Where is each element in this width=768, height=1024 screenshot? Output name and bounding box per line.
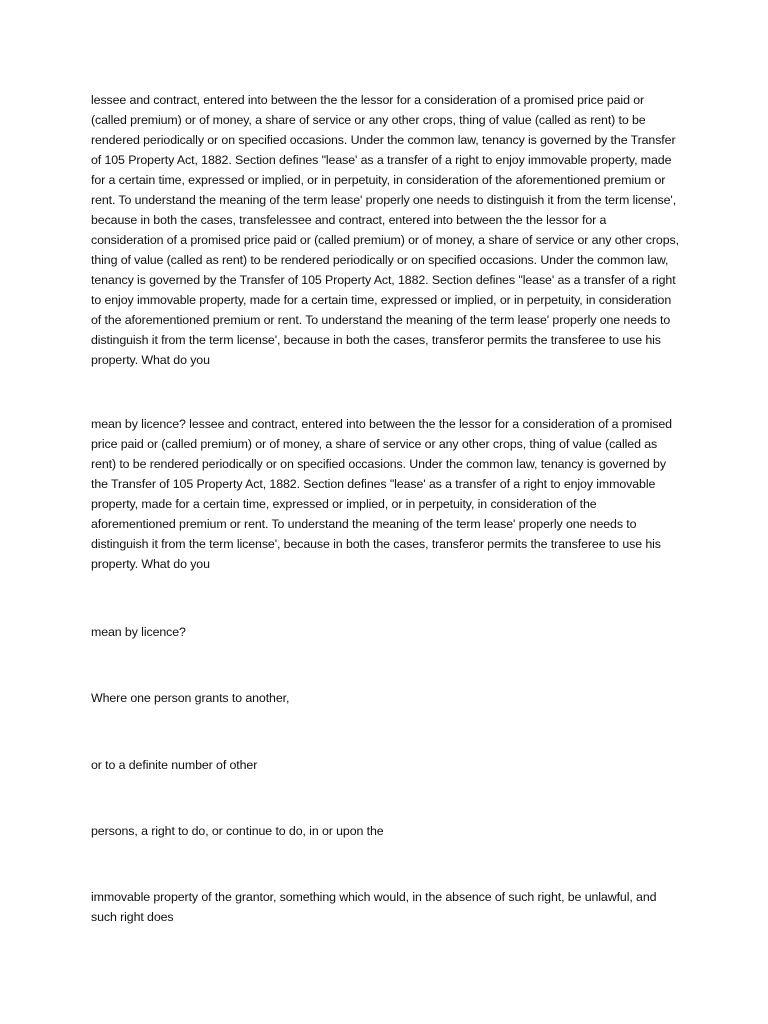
body-paragraph: mean by licence? lessee and contract, entered into between the the lessor for a consideration of a promised price paid or (called premium) or of money, a share of service or any other crops, thing of value (called as rent) to be rendered periodically or on specified occasions. Under the common law, tenancy is governed by the Transfer of 105 Property Act, 1882. Section defines "lease' as a transfer of a right to enjoy immovable property, made for a certain time, expressed or implied, or in perpetuity, in consideration of the aforementioned premium or rent. To understand the meaning of the term lease' properly one needs to distinguish it from the term license', because in both the cases, transferor permits the transferee to use his property. What do you <box>91 417 672 571</box>
body-paragraph: or to a definite number of other <box>91 758 258 772</box>
body-paragraph: immovable property of the grantor, something which would, in the absence of such right, be unlawful, and such right does <box>91 890 657 924</box>
body-paragraph: mean by licence? <box>91 625 186 639</box>
body-paragraph: persons, a right to do, or continue to do, in or upon the <box>91 824 384 838</box>
body-paragraph: lessee and contract, entered into between the the lessor for a consideration of a promised price paid or (called premium) or of money, a share of service or any other crops, thing of value (called as rent) to be rendered periodically or on specified occasions. Under the common law, tenancy is governed by the Transfer of 105 Property Act, 1882. Section defines "lease' as a transfer of a right to enjoy immovable property, made for a certain time, expressed or implied, or in perpetuity, in consideration of the aforementioned premium or rent. To understand the meaning of the term lease' properly one needs to distinguish it from the term license', because in both the cases, transfelessee and contract, entered into between the the lessor for a consideration of a promised price paid or (called premium) or of money, a share of service or any other crops, thing of value (called as rent) to be rendered periodically or on specified occasions. Under the common law, tenancy is governed by the Transfer of 105 Property Act, 1882. Section defines "lease' as a transfer of a right to enjoy immovable property, made for a certain time, expressed or implied, or in perpetuity, in consideration of the aforementioned premium or rent. To understand the meaning of the term lease' properly one needs to distinguish it from the term license', because in both the cases, transferor permits the transferee to use his property. What do you <box>91 93 679 367</box>
body-paragraph: Where one person grants to another, <box>91 691 290 705</box>
